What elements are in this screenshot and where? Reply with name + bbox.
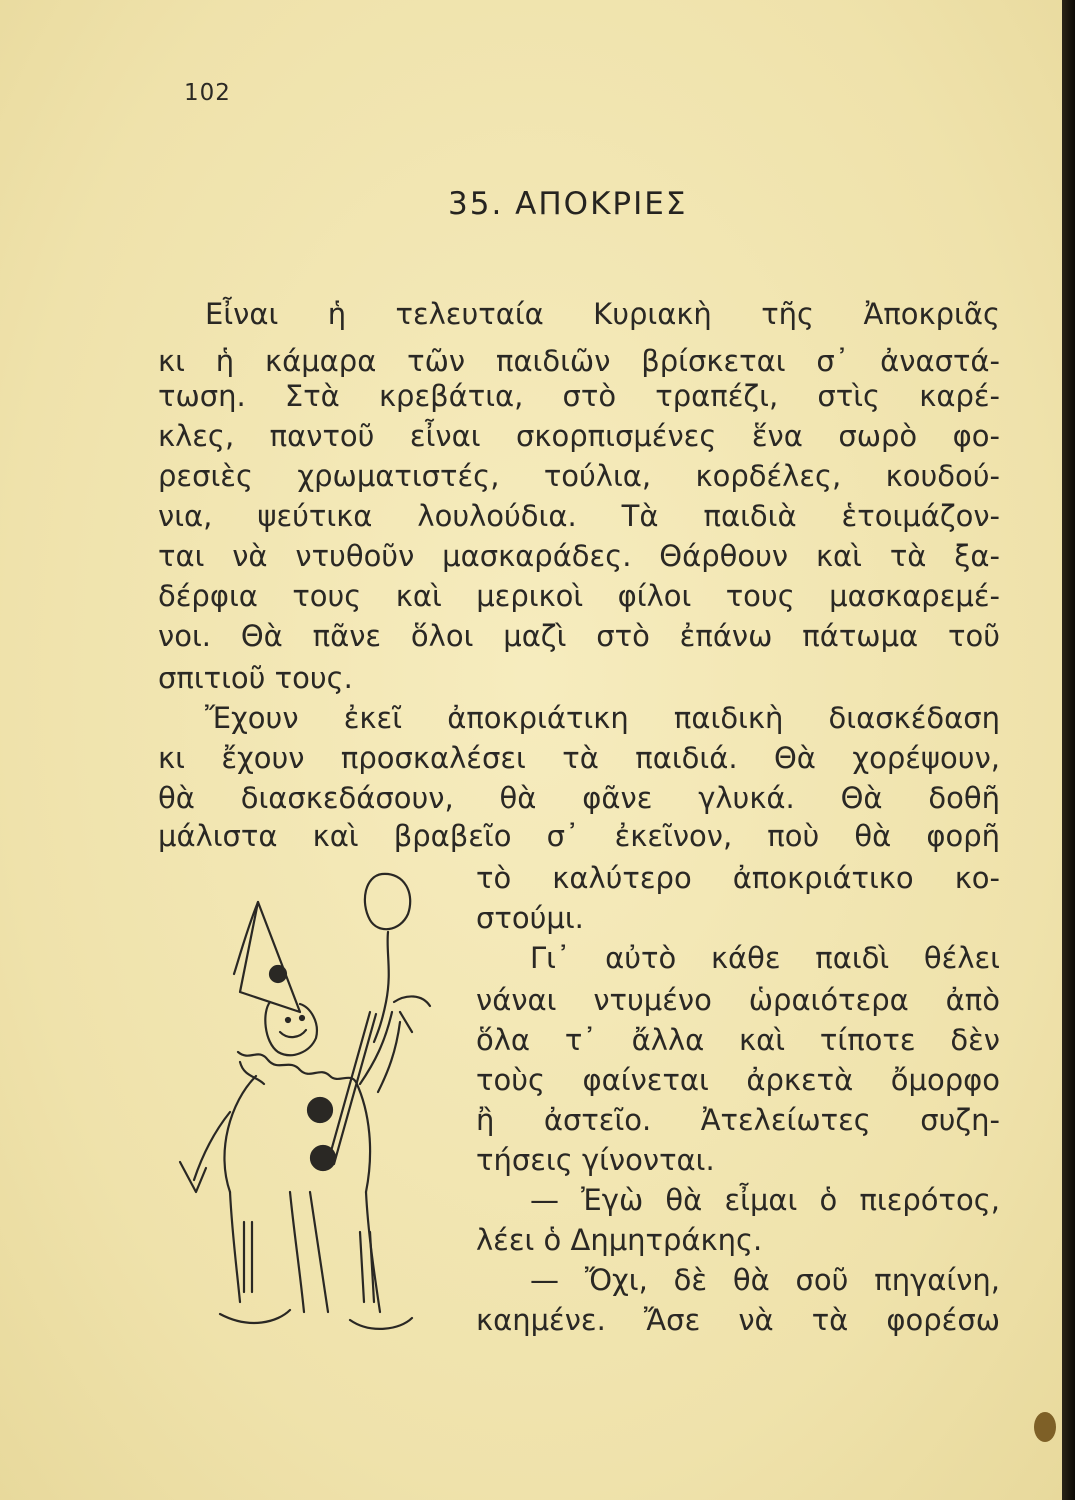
text-line: — Ἐγὼ θὰ εἶμαι ὁ πιερότος, [530,1183,1000,1217]
text-line: θὰ διασκεδάσουν, θὰ φᾶνε γλυκά. Θὰ δοθῆ [158,781,1000,815]
text-line: Εἶναι ἡ τελευταία Κυριακὴ τῆς Ἀποκριᾶς [205,297,1000,331]
text-line: Γι᾿ αὐτὸ κάθε παιδὶ θέλει [530,941,1000,975]
page-edge [1062,0,1075,1500]
text-line: νάναι ντυμένο ὡραιότερα ἀπὸ [476,983,1000,1017]
text-line: ἢ ἀστεῖο. Ἀτελείωτες συζη- [476,1103,1000,1137]
ink-stain [1034,1412,1056,1442]
text-line: δέρφια τους καὶ μερικοὶ φίλοι τους μασκαρεμέ- [158,579,1000,613]
text-line: σπιτιοῦ τους. [158,661,353,695]
text-line: ὅλα τ᾿ ἄλλα καὶ τίποτε δὲν [476,1023,1000,1057]
text-line: νοι. Θὰ πᾶνε ὅλοι μαζὶ στὸ ἐπάνω πάτωμα τοῦ [158,619,1000,653]
text-line: τωση. Στὰ κρεβάτια, στὸ τραπέζι, στὶς καρέ- [158,379,1000,413]
text-line: μάλιστα καὶ βραβεῖο σ᾿ ἐκεῖνον, ποὺ θὰ φορῆ [158,819,1000,853]
text-line: Ἔχουν ἐκεῖ ἀποκριάτικη παιδικὴ διασκέδαση [205,701,1000,735]
text-line: ρεσιὲς χρωματιστές, τούλια, κορδέλες, κουδού- [158,459,1000,493]
balloon-shape [365,874,410,929]
page-number: 102 [184,80,231,106]
text-line: κι ἡ κάμαρα τῶν παιδιῶν βρίσκεται σ᾿ ἀναστά- [158,344,1000,378]
text-line: τήσεις γίνονται. [476,1143,715,1177]
text-line: κλες, παντοῦ εἶναι σκορπισμένες ἕνα σωρὸ φο- [158,419,1000,453]
text-line: νια, ψεύτικα λουλούδια. Τὰ παιδιὰ ἑτοιμάζον- [158,499,1000,533]
text-line: τὸ καλύτερο ἀποκριάτικο κο- [476,861,1000,895]
text-line: καημένε. Ἄσε νὰ τὰ φορέσω [476,1303,1000,1337]
text-line: λέει ὁ Δημητράκης. [476,1223,763,1257]
text-line: ται νὰ ντυθοῦν μασκαράδες. Θάρθουν καὶ τὰ ξα- [158,539,1000,573]
text-line: — Ὄχι, δὲ θὰ σοῦ πηγαίνη, [530,1263,1000,1297]
text-line: κι ἔχουν προσκαλέσει τὰ παιδιά. Θὰ χορέψουν, [158,741,1000,775]
text-line: τοὺς φαίνεται ἀρκετὰ ὄμορφο [476,1063,1000,1097]
pierrot-illustration [160,862,460,1352]
text-line: στούμι. [476,901,584,935]
chapter-title: 35. ΑΠΟΚΡΙΕΣ [448,186,688,222]
